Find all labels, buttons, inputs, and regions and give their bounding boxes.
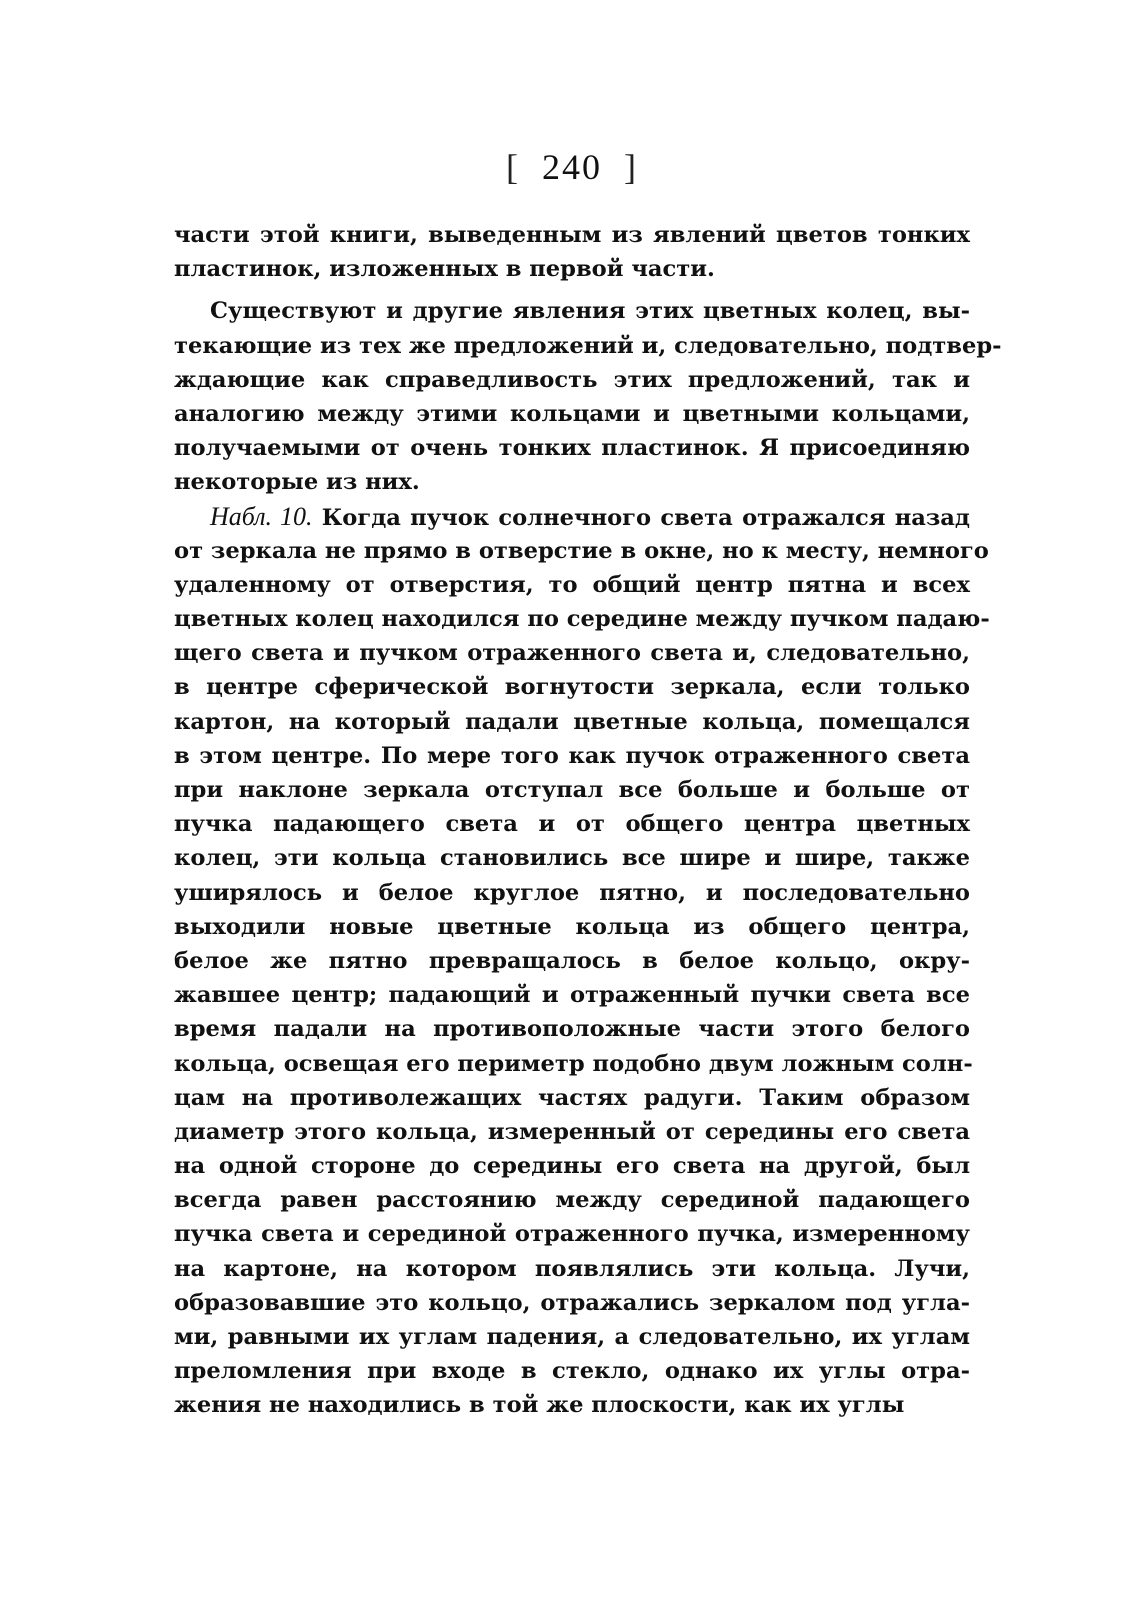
text-line: преломления при входе в стекло, однако их углы отра-: [174, 1358, 970, 1385]
text-line: некоторые из них.: [174, 469, 420, 496]
text-line: щего света и пучком отраженного света и, следовательно,: [174, 640, 970, 667]
text-line: картон, на который падали цветные кольца, помещался: [174, 708, 970, 735]
text-line: в центре сферической вогнутости зеркала, если только: [174, 674, 970, 701]
text-line: белое же пятно превращалось в белое кольцо, окру-: [174, 947, 970, 974]
text-line: пластинок, изложенных в первой части.: [174, 256, 715, 283]
right-bracket: ]: [624, 147, 638, 187]
text-line: получаемыми от очень тонких пластинок. Я присоединяю: [174, 435, 970, 462]
text-line: аналогию между этими кольцами и цветными кольцами,: [174, 400, 970, 427]
text-line: диаметр этого кольца, измеренный от середины его света: [174, 1118, 970, 1145]
text-line: на картоне, на котором появлялись эти кольца. Лучи,: [174, 1255, 970, 1282]
body-text: [174, 218, 1002, 1423]
observation-label: Набл. 10.: [210, 501, 313, 531]
text-line: Существуют и другие явления этих цветных колец, вы-: [210, 298, 970, 325]
page-number-header: [174, 146, 970, 188]
text-line: ждающие как справедливость этих предложений, так и: [174, 366, 970, 393]
text-line: ми, равными их углам падения, а следовательно, их углам: [174, 1324, 970, 1350]
text-line: на одной стороне до середины его света на другой, был: [174, 1153, 970, 1180]
text-line: в этом центре. По мере того как пучок отраженного света: [174, 742, 970, 769]
text-line: при наклоне зеркала отступал все больше и больше от: [174, 777, 970, 803]
text-line: пучка света и серединой отраженного пучка, измеренному: [174, 1221, 970, 1248]
text-line: всегда равен расстоянию между серединой падающего: [174, 1187, 970, 1214]
left-bracket: [: [506, 147, 520, 187]
text-line: жения не находились в той же плоскости, как их углы: [174, 1392, 905, 1419]
text-line: цветных колец находился по середине между пучком падаю-: [174, 606, 990, 633]
text-line: уширялось и белое круглое пятно, и последовательно: [174, 879, 970, 906]
text-line: удаленному от отверстия, то общий центр пятна и всех: [174, 571, 970, 598]
text-fragment: Когда пучок солнечного света отражался назад: [321, 504, 970, 531]
observation-first-line: [174, 500, 970, 534]
text-line: цам на противолежащих частях радуги. Таким образом: [174, 1084, 970, 1111]
text-line: пучка падающего света и от общего центра цветных: [174, 811, 970, 838]
text-line: части этой книги, выведенным из явлений цветов тонких: [174, 222, 970, 248]
text-line: образовавшие это кольцо, отражались зеркалом под угла-: [174, 1289, 970, 1316]
text-line: время падали на противоположные части этого белого: [174, 1016, 970, 1043]
text-line: выходили новые цветные кольца из общего центра,: [174, 913, 970, 940]
text-line: колец, эти кольца становились все шире и шире, также: [174, 845, 970, 872]
text-line: кольца, освещая его периметр подобно двум ложным солн-: [174, 1050, 973, 1077]
text-line: текающие из тех же предложений и, следовательно, подтвер-: [174, 332, 1002, 359]
text-line: от зеркала не прямо в отверстие в окне, но к месту, немного: [174, 537, 989, 564]
page-number: 240: [542, 147, 602, 187]
text-line: жавшее центр; падающий и отраженный пучки света все: [174, 982, 970, 1009]
